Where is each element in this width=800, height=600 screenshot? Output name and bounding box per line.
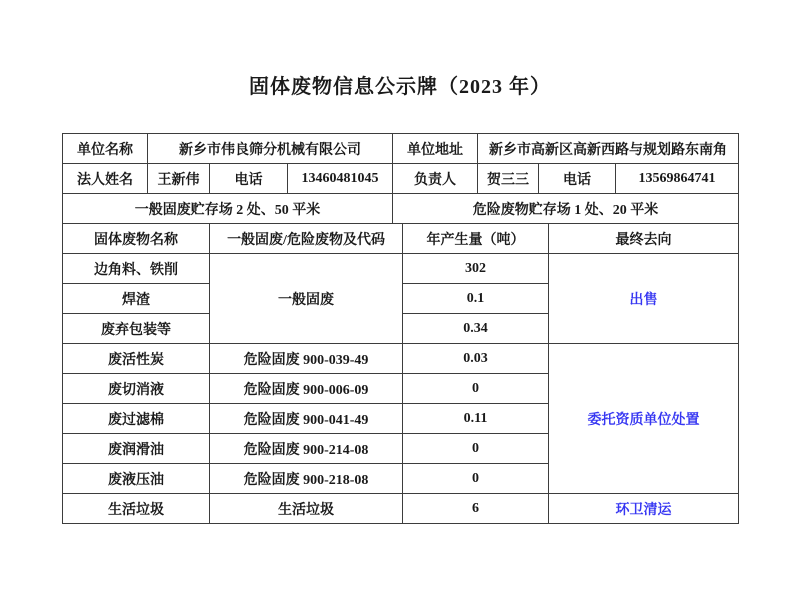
waste-amount: 0.34: [403, 314, 549, 344]
row-waste-header: [63, 224, 739, 254]
waste-row: [63, 254, 739, 284]
waste-row: [63, 344, 739, 374]
waste-category: 危险固废 900-039-49: [210, 344, 403, 374]
waste-amount: 0.1: [403, 284, 549, 314]
waste-category: 危险固废 900-214-08: [210, 434, 403, 464]
waste-name: 废液压油: [63, 464, 210, 494]
waste-name: 边角料、铁削: [63, 254, 210, 284]
waste-name: 废切消液: [63, 374, 210, 404]
header-waste-amount: 年产生量（吨）: [403, 224, 549, 254]
header-waste-category: 一般固废/危险废物及代码: [210, 224, 403, 254]
waste-row: [63, 494, 739, 524]
waste-destination: 环卫清运: [549, 494, 739, 524]
waste-amount: 0: [403, 464, 549, 494]
legal-person-value: 王新伟: [148, 164, 210, 194]
waste-name: 生活垃圾: [63, 494, 210, 524]
legal-person-label: 法人姓名: [63, 164, 148, 194]
responsible-label: 负责人: [393, 164, 478, 194]
waste-destination: 出售: [549, 254, 739, 344]
legal-phone-label: 电话: [210, 164, 288, 194]
waste-category: 危险固废 900-006-09: [210, 374, 403, 404]
waste-name: 废润滑油: [63, 434, 210, 464]
waste-amount: 0: [403, 374, 549, 404]
row-contact-info: [63, 164, 739, 194]
waste-name: 废过滤棉: [63, 404, 210, 434]
unit-address-label: 单位地址: [393, 134, 478, 164]
hazardous-storage-cell: 危险废物贮存场 1 处、20 平米: [393, 194, 739, 224]
legal-phone-value: 13460481045: [288, 164, 393, 194]
row-unit-info: [63, 134, 739, 164]
header-waste-name: 固体废物名称: [63, 224, 210, 254]
waste-info-table: [62, 133, 739, 524]
waste-category: 生活垃圾: [210, 494, 403, 524]
responsible-phone-label: 电话: [539, 164, 616, 194]
unit-address-value: 新乡市高新区高新西路与规划路东南角: [478, 134, 739, 164]
page-title: 固体废物信息公示牌（2023 年）: [249, 76, 551, 98]
unit-name-label: 单位名称: [63, 134, 148, 164]
waste-name: 废弃包装等: [63, 314, 210, 344]
waste-category: 危险固废 900-041-49: [210, 404, 403, 434]
header-waste-destination: 最终去向: [549, 224, 739, 254]
waste-name: 焊渣: [63, 284, 210, 314]
waste-destination: 委托资质单位处置: [549, 344, 739, 494]
responsible-phone-value: 13569864741: [616, 164, 739, 194]
waste-amount: 0.11: [403, 404, 549, 434]
waste-name: 废活性炭: [63, 344, 210, 374]
waste-category: 一般固废: [210, 254, 403, 344]
general-storage-cell: 一般固废贮存场 2 处、50 平米: [63, 194, 393, 224]
waste-amount: 0.03: [403, 344, 549, 374]
waste-amount: 0: [403, 434, 549, 464]
unit-name-value: 新乡市伟良筛分机械有限公司: [148, 134, 393, 164]
waste-amount: 302: [403, 254, 549, 284]
responsible-value: 贺三三: [478, 164, 539, 194]
waste-category: 危险固废 900-218-08: [210, 464, 403, 494]
waste-amount: 6: [403, 494, 549, 524]
row-storage-info: [63, 194, 739, 224]
